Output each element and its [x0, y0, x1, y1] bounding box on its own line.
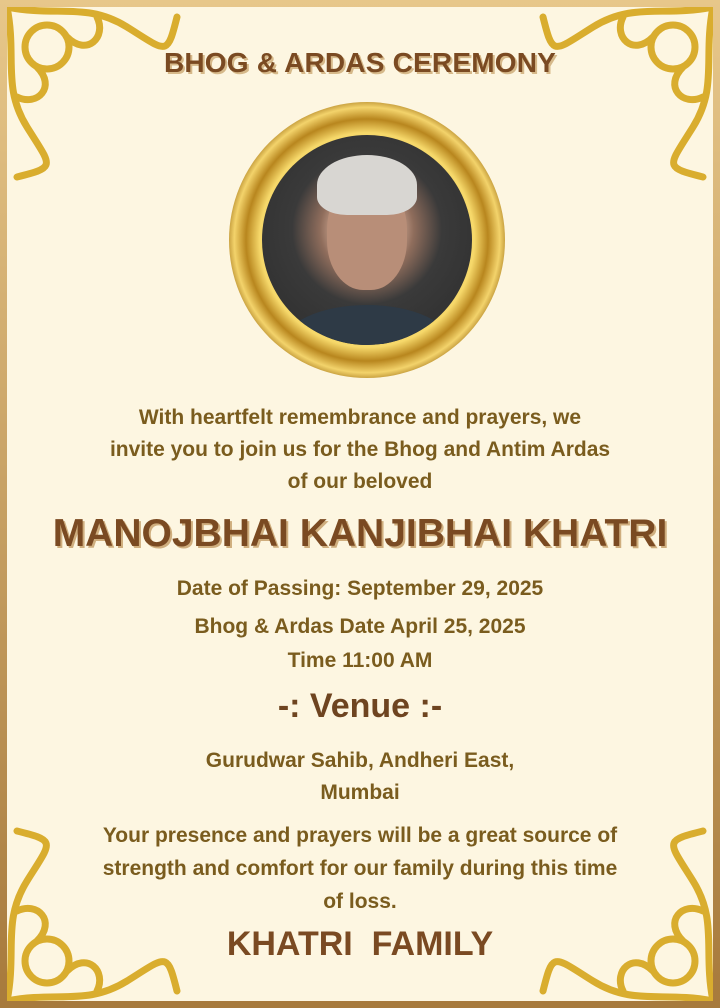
date-of-passing: Date of Passing: September 29, 2025	[176, 577, 544, 600]
portrait-shirt	[282, 305, 452, 345]
portrait-hair	[317, 155, 417, 215]
deceased-name: MANOJBHAI KANJIBHAI KHATRI	[52, 512, 668, 555]
intro-text	[7, 402, 713, 498]
ornate-photo-frame	[229, 102, 505, 378]
closing-line: of loss.	[323, 890, 397, 913]
portrait-photo	[262, 135, 472, 345]
intro-line: invite you to join us for the Bhog and Antim Ardas	[109, 438, 611, 461]
intro-line: of our beloved	[287, 470, 433, 493]
ceremony-date: Bhog & Ardas Date April 25, 2025	[194, 615, 526, 638]
closing-message	[7, 819, 713, 918]
ceremony-title: BHOG & ARDAS CEREMONY	[163, 47, 557, 78]
closing-line: strength and comfort for our family during this time	[102, 857, 618, 880]
gold-ornament-corner-icon	[7, 7, 187, 187]
intro-line: With heartfelt remembrance and prayers, we	[138, 406, 582, 429]
gold-ornament-corner-icon	[533, 7, 713, 187]
family-signature: KHATRI FAMILY	[226, 925, 494, 963]
closing-line: Your presence and prayers will be a great source of	[102, 824, 618, 847]
venue-heading: -: Venue :-	[277, 687, 443, 725]
venue-address	[7, 745, 713, 809]
card-inner	[7, 7, 713, 1001]
ceremony-time: Time 11:00 AM	[287, 649, 433, 672]
venue-line: Mumbai	[320, 781, 400, 804]
venue-line: Gurudwar Sahib, Andheri East,	[205, 749, 515, 772]
